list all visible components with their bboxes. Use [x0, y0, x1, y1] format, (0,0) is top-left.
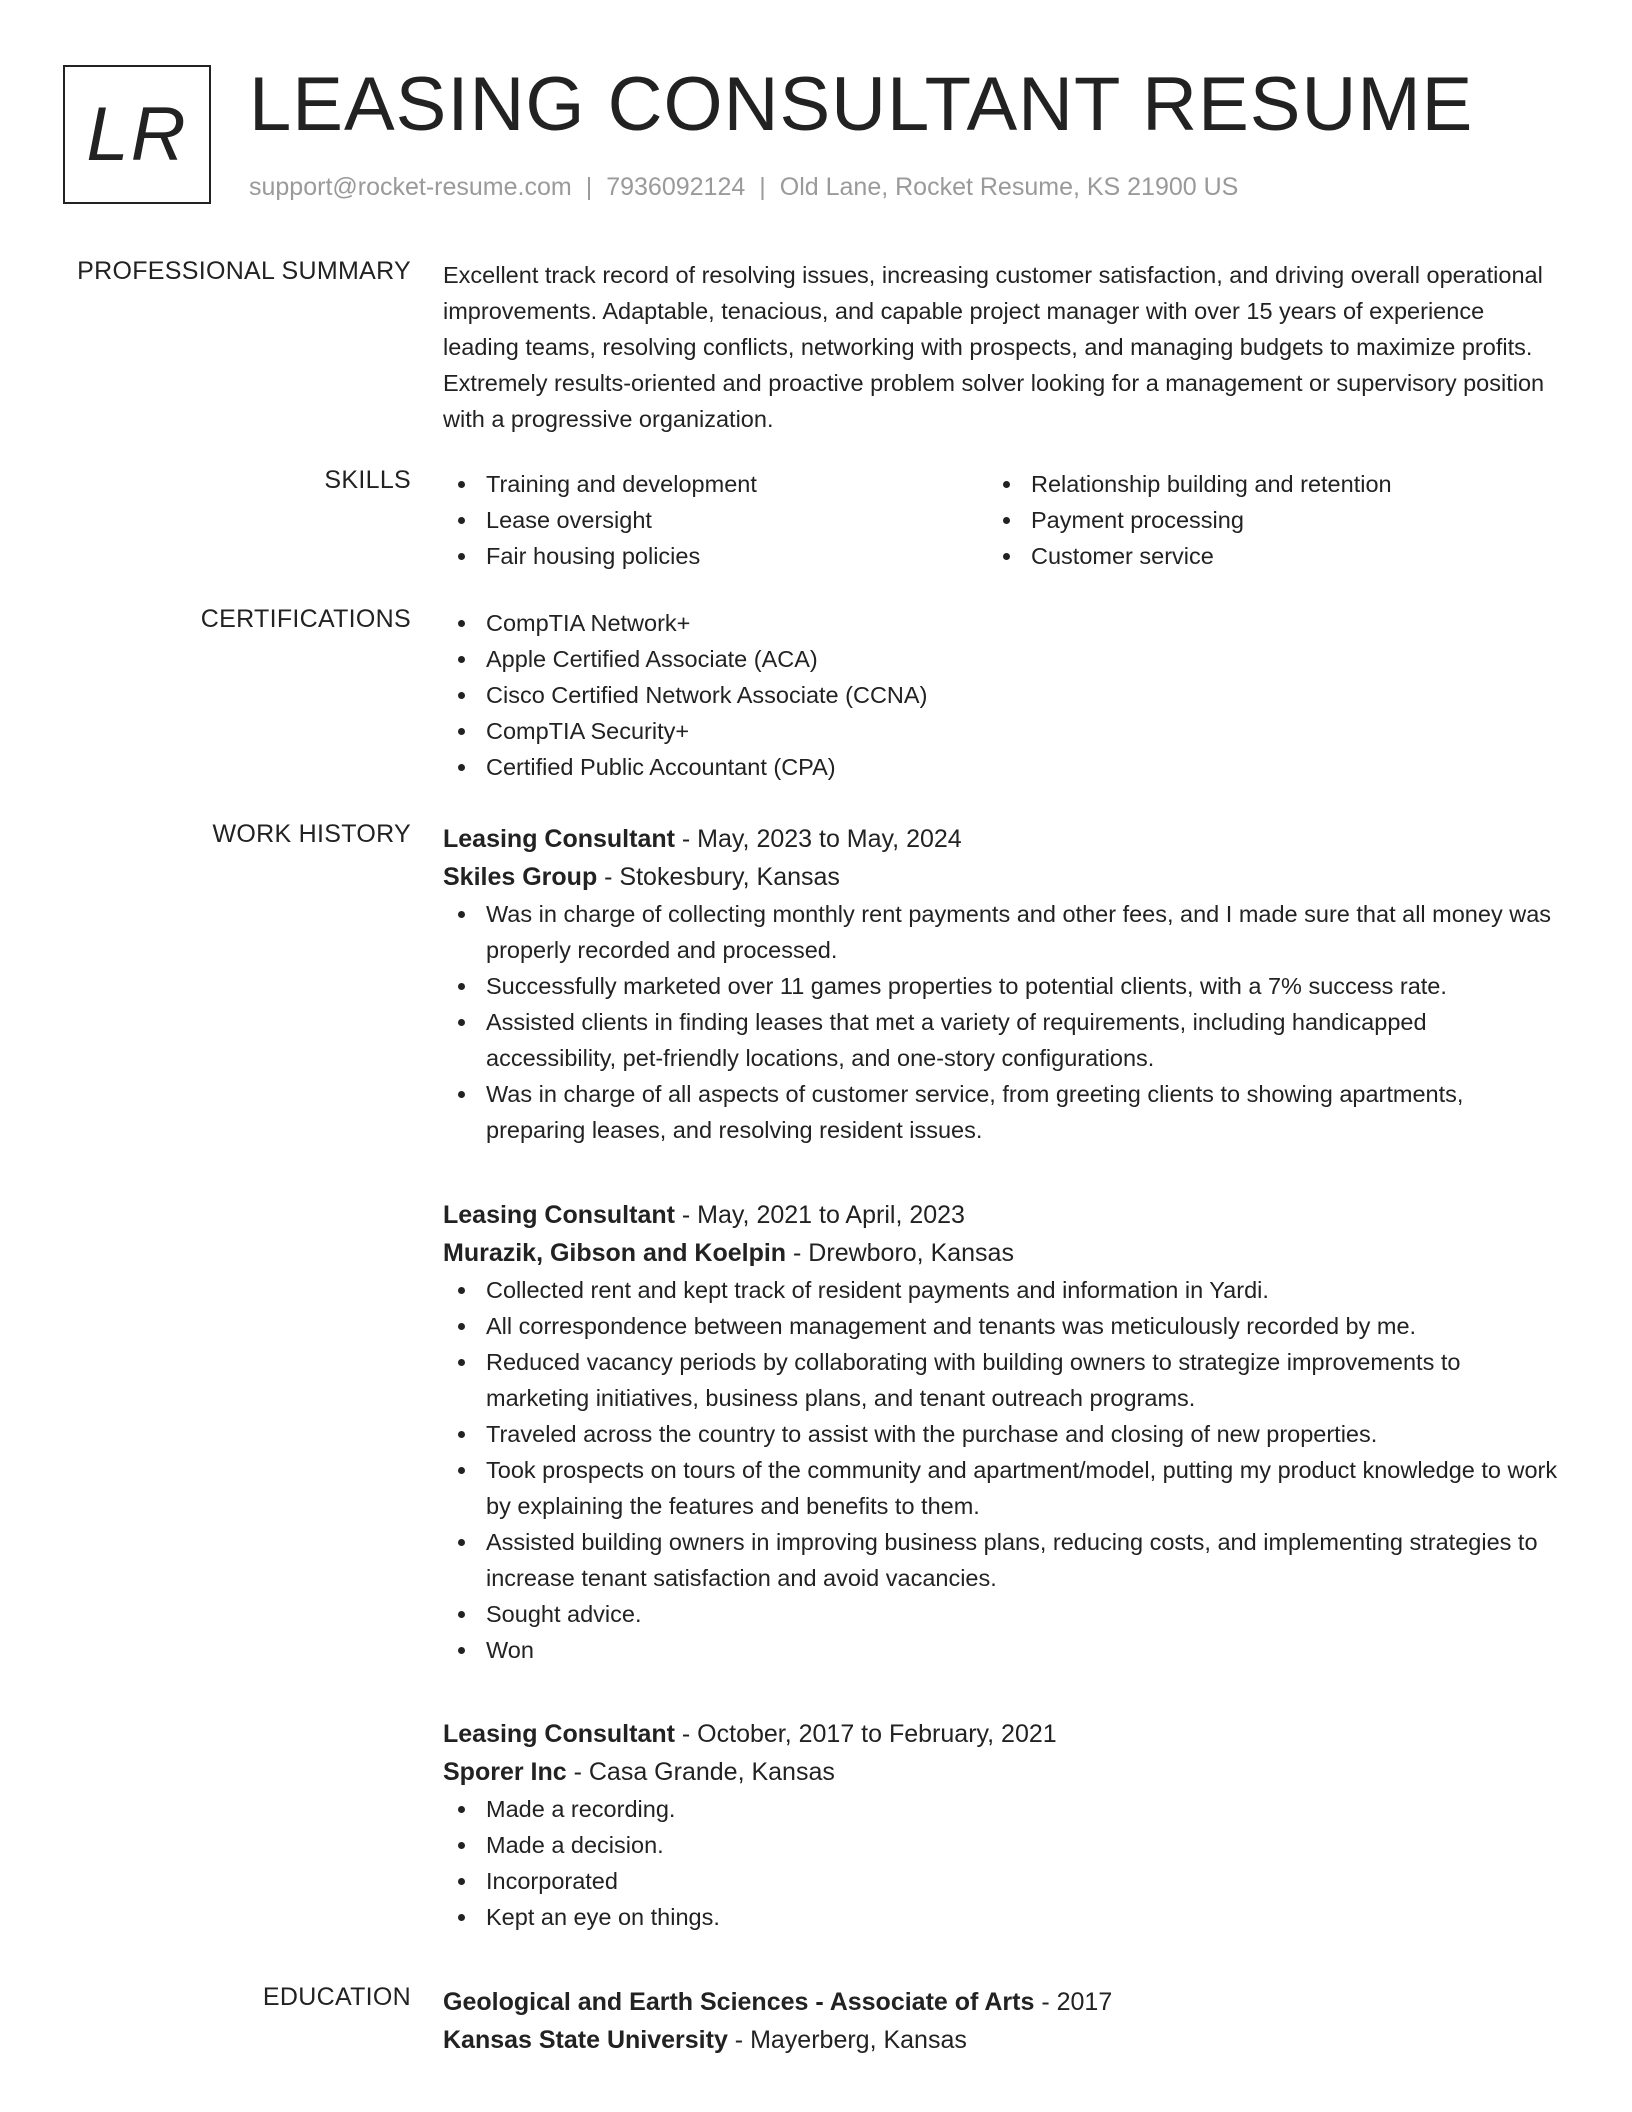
job-entry [443, 820, 1563, 1148]
job-bullet: Sought advice. [443, 1596, 1563, 1632]
job-bullet: Incorporated [443, 1863, 1563, 1899]
job-location: - Stokesbury, Kansas [597, 863, 840, 891]
contact-email[interactable]: support@rocket-resume.com [249, 173, 572, 201]
job-entry [443, 1196, 1563, 1668]
job-bullet: Successfully marketed over 11 games properties to potential clients, with a 7% success rate. [443, 968, 1563, 1004]
section-label: SKILLS [324, 466, 411, 494]
section-label: PROFESSIONAL SUMMARY [77, 257, 411, 285]
contact-address: Old Lane, Rocket Resume, KS 21900 US [779, 173, 1239, 201]
job-bullet: All correspondence between management and tenants was meticulously recorded by me. [443, 1308, 1563, 1344]
job-bullet: Assisted building owners in improving business plans, reducing costs, and implementing strategies to increase tenant satisfaction and avoid vacancies. [443, 1524, 1563, 1596]
job-bullet: Traveled across the country to assist with the purchase and closing of new properties. [443, 1416, 1563, 1452]
section-label: EDUCATION [262, 1983, 411, 2011]
job-bullets [443, 1272, 1563, 1668]
job-company: Skiles Group [443, 863, 598, 891]
certification-item: Cisco Certified Network Associate (CCNA) [443, 677, 1563, 713]
skills-column-1 [443, 466, 988, 574]
job-company-line [443, 858, 1563, 896]
job-location: - Drewboro, Kansas [786, 1239, 1014, 1267]
skill-item: Lease oversight [443, 502, 988, 538]
education-entry [443, 1983, 1563, 2059]
job-dates: - May, 2021 to April, 2023 [674, 1201, 965, 1229]
job-title: Leasing Consultant [443, 1201, 675, 1229]
education-year: - 2017 [1034, 1988, 1113, 2016]
resume-title: LEASING CONSULTANT RESUME [249, 62, 1474, 147]
skill-item: Fair housing policies [443, 538, 988, 574]
job-bullet: Collected rent and kept track of resident payments and information in Yardi. [443, 1272, 1563, 1308]
certifications-list [443, 605, 1563, 785]
certification-item: CompTIA Security+ [443, 713, 1563, 749]
job-company: Murazik, Gibson and Koelpin [443, 1239, 787, 1267]
job-title: Leasing Consultant [443, 1720, 675, 1748]
job-bullet: Reduced vacancy periods by collaborating with building owners to strategize improvements to marketing initiatives, business plans, and tenant outreach programs. [443, 1344, 1563, 1416]
certification-item: Certified Public Accountant (CPA) [443, 749, 1563, 785]
certification-item: CompTIA Network+ [443, 605, 1563, 641]
education-school: Kansas State University [443, 2026, 728, 2054]
contact-separator: | [585, 173, 593, 201]
job-location: - Casa Grande, Kansas [566, 1758, 835, 1786]
job-bullet: Was in charge of all aspects of customer service, from greeting clients to showing apartments, preparing leases, and resolving resident issues. [443, 1076, 1563, 1148]
job-bullet: Was in charge of collecting monthly rent payments and other fees, and I made sure that all money was properly recorded and processed. [443, 896, 1563, 968]
job-company-line [443, 1234, 1563, 1272]
skill-item: Relationship building and retention [988, 466, 1533, 502]
contact-separator: | [759, 173, 766, 201]
skill-item: Training and development [443, 466, 988, 502]
education-location: - Mayerberg, Kansas [727, 2026, 967, 2054]
job-company: Sporer Inc [443, 1758, 567, 1786]
skill-item: Payment processing [988, 502, 1533, 538]
section-label: WORK HISTORY [212, 820, 411, 848]
job-bullet: Assisted clients in finding leases that met a variety of requirements, including handicapped accessibility, pet-friendly locations, and one-story configurations. [443, 1004, 1563, 1076]
certification-item: Apple Certified Associate (ACA) [443, 641, 1563, 677]
job-bullets [443, 896, 1563, 1148]
contact-phone[interactable]: 7936092124 [606, 173, 746, 201]
skills-column-2 [988, 466, 1533, 574]
skill-item: Customer service [988, 538, 1533, 574]
monogram-logo: LR [63, 65, 211, 204]
skills-body [443, 466, 1563, 574]
job-dates: - May, 2023 to May, 2024 [674, 825, 962, 853]
job-bullet: Kept an eye on things. [443, 1899, 1563, 1935]
job-title: Leasing Consultant [443, 825, 675, 853]
job-bullet: Took prospects on tours of the community and apartment/model, putting my product knowledge to work by explaining the features and benefits to them. [443, 1452, 1563, 1524]
summary-body [443, 257, 1563, 437]
job-bullet: Won [443, 1632, 1563, 1668]
job-title-line [443, 1196, 1563, 1234]
job-bullet: Made a decision. [443, 1827, 1563, 1863]
education-degree-line [443, 1983, 1563, 2021]
job-title-line [443, 820, 1563, 858]
job-company-line [443, 1753, 1563, 1791]
summary-text: Excellent track record of resolving issues, increasing customer satisfaction, and driving overall operational improvements. Adaptable, tenacious, and capable project manager with over 15 years of experience leading teams, resolving conflicts, networking with prospects, and managing budgets to maximize profits. Extremely results-oriented and proactive problem solver looking for a management or supervisory position with a progressive organization. [443, 262, 1545, 432]
job-dates: - October, 2017 to February, 2021 [674, 1720, 1057, 1748]
job-bullets [443, 1791, 1563, 1935]
job-entry [443, 1715, 1563, 1935]
education-degree: Geological and Earth Sciences - Associate of Arts [443, 1988, 1035, 2016]
job-bullet: Made a recording. [443, 1791, 1563, 1827]
resume-header [63, 62, 1563, 215]
job-title-line [443, 1715, 1563, 1753]
certifications-body [443, 605, 1563, 785]
education-school-line [443, 2021, 1563, 2059]
contact-info [249, 173, 1238, 202]
section-label: CERTIFICATIONS [200, 605, 411, 633]
